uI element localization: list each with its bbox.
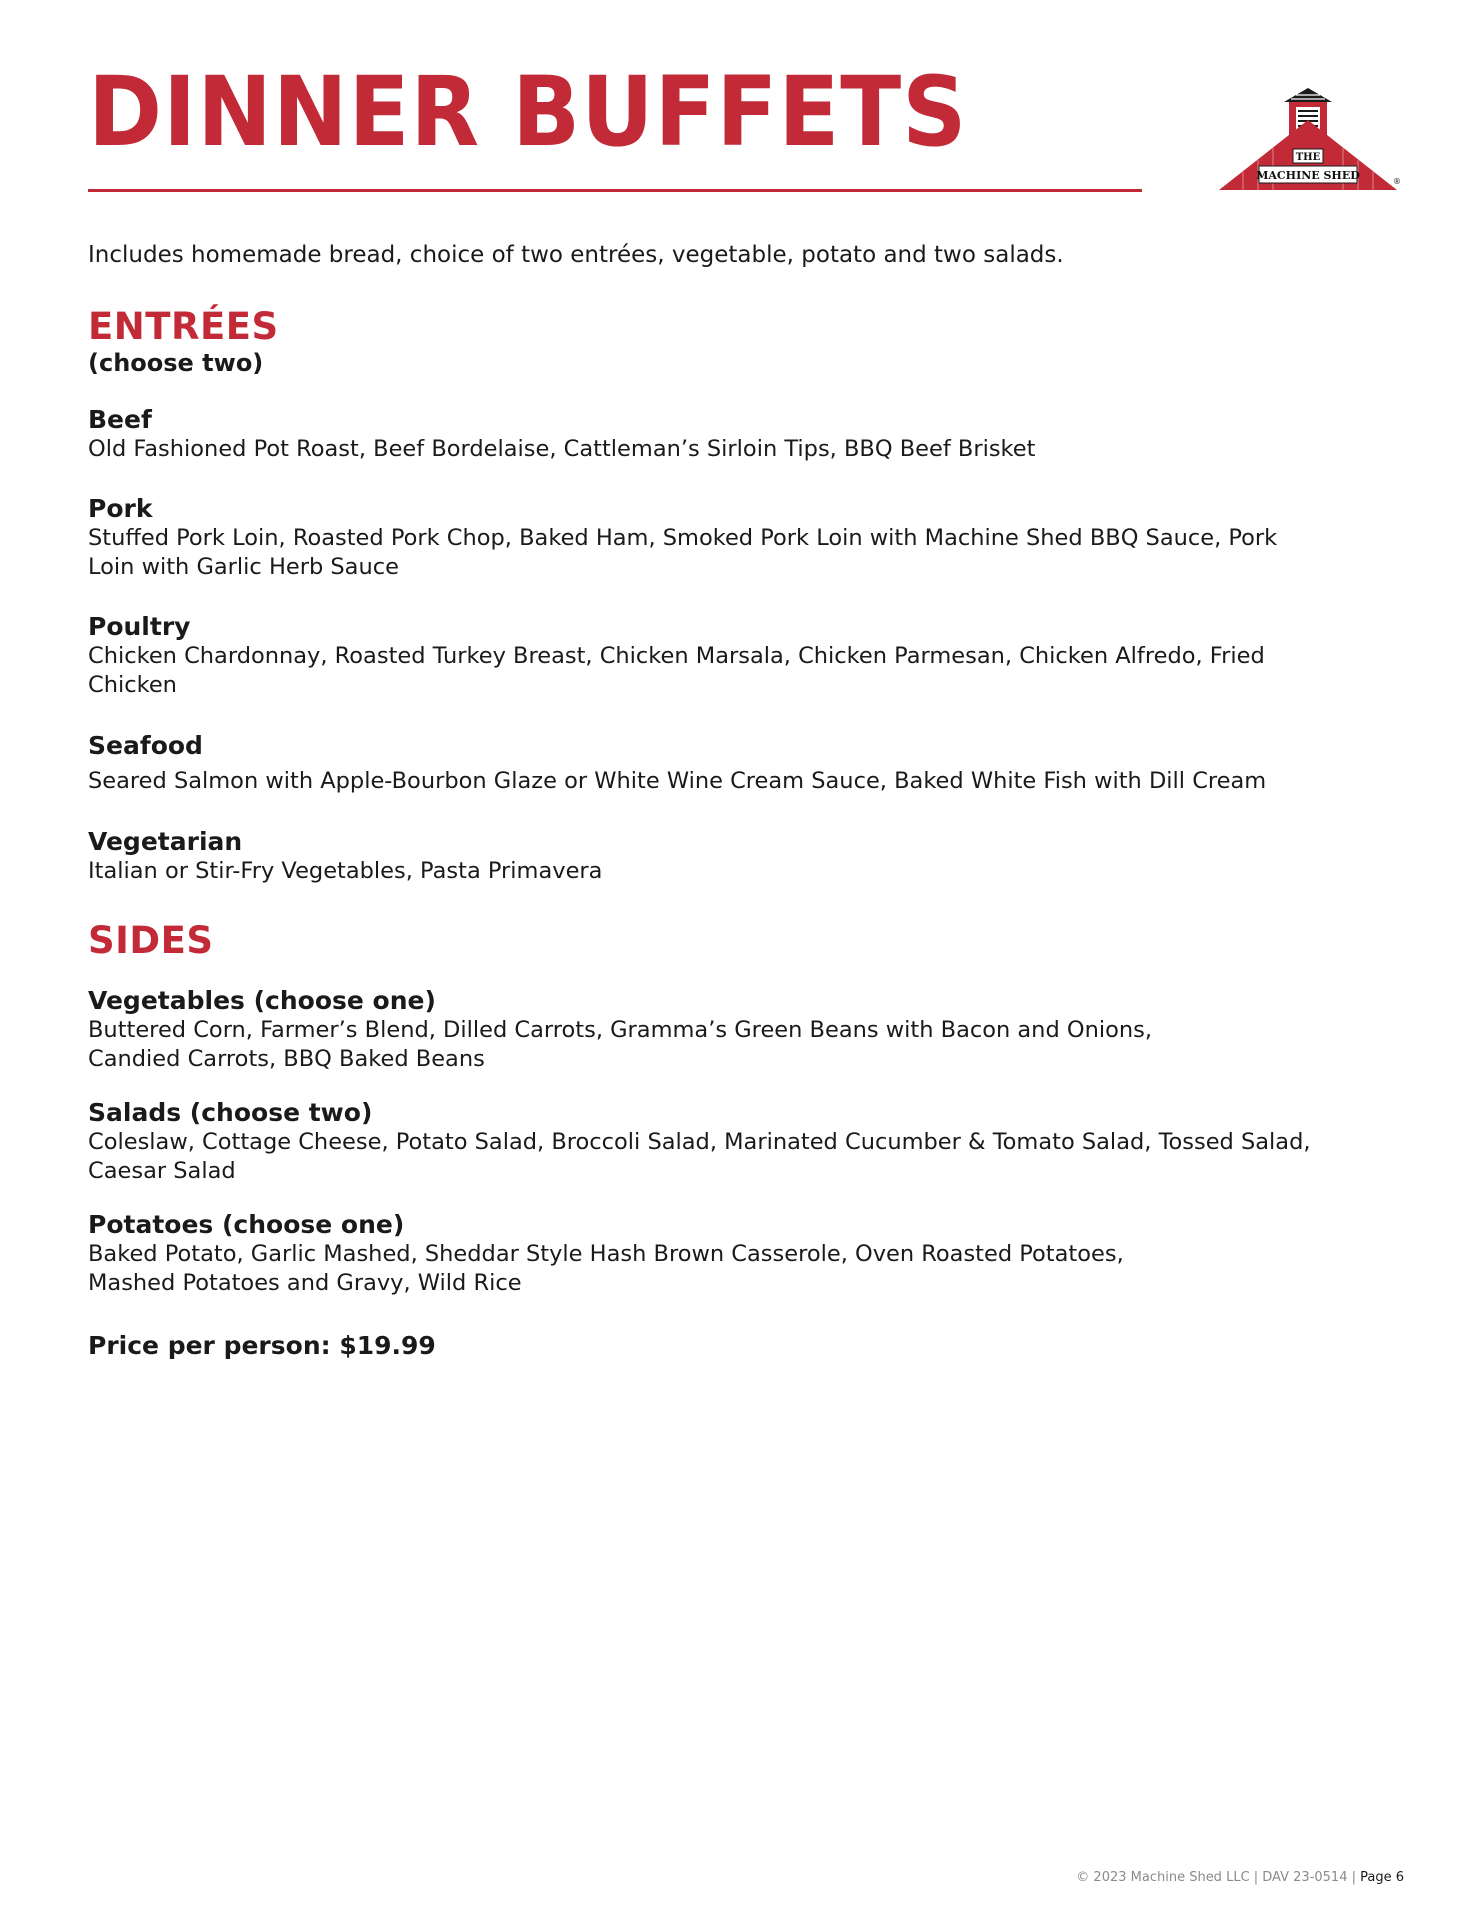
registered-mark: ® — [1393, 177, 1401, 186]
category-items: Old Fashioned Pot Roast, Beef Bordelaise, Cattleman’s Sirloin Tips, BBQ Beef Brisket — [88, 436, 1036, 462]
logo-text-name: MACHINE SHED — [1256, 169, 1360, 182]
category-items: Chicken Chardonnay, Roasted Turkey Breast, Chicken Marsala, Chicken Parmesan, Chicken Alfredo, Fried Chicken — [88, 643, 1265, 698]
intro-text: Includes homemade bread, choice of two entrées, vegetable, potato and two salads. — [88, 242, 1064, 268]
category-title: Salads (choose two) — [88, 1098, 373, 1127]
category-title: Beef — [88, 405, 152, 434]
side-category-salads — [88, 1098, 1408, 1186]
category-items: Seared Salmon with Apple-Bourbon Glaze or White Wine Cream Sauce, Baked White Fish with Dill Cream — [88, 768, 1267, 794]
sides-heading: SIDES — [88, 919, 214, 962]
side-category-vegetables — [88, 986, 1408, 1074]
category-items: Baked Potato, Garlic Mashed, Sheddar Style Hash Brown Casserole, Oven Roasted Potatoes, Mashed Potatoes and Gravy, Wild Rice — [88, 1241, 1124, 1296]
page-number: Page 6 — [1360, 1870, 1404, 1885]
side-category-potatoes — [88, 1210, 1408, 1298]
price-per-person: Price per person: $19.99 — [88, 1331, 436, 1360]
footer-copyright: © 2023 Machine Shed LLC | DAV 23-0514 | — [1076, 1870, 1356, 1885]
category-title: Poultry — [88, 612, 191, 641]
category-items: Italian or Stir-Fry Vegetables, Pasta Primavera — [88, 858, 603, 884]
entrees-subheading: (choose two) — [88, 349, 264, 377]
entree-category-seafood — [88, 731, 1408, 796]
category-title: Seafood — [88, 731, 203, 760]
menu-content — [88, 240, 1408, 1361]
category-title: Potatoes (choose one) — [88, 1210, 405, 1239]
title-divider — [88, 189, 1142, 192]
category-items: Stuffed Pork Loin, Roasted Pork Chop, Baked Ham, Smoked Pork Loin with Machine Shed BBQ Sauce, Pork Loin with Garlic Herb Sauce — [88, 525, 1278, 580]
entree-category-vegetarian — [88, 827, 1408, 886]
entrees-heading: ENTRÉES — [88, 305, 279, 348]
page-title: DINNER BUFFETS — [88, 56, 968, 168]
category-title: Vegetarian — [88, 827, 243, 856]
page-footer — [1076, 1870, 1404, 1886]
category-title: Pork — [88, 494, 153, 523]
entree-category-beef — [88, 405, 1408, 464]
entree-category-poultry — [88, 612, 1408, 700]
machine-shed-logo — [1213, 86, 1403, 198]
category-items: Coleslaw, Cottage Cheese, Potato Salad, Broccoli Salad, Marinated Cucumber & Tomato Salad, Tossed Salad, Caesar Salad — [88, 1129, 1311, 1184]
entree-category-pork — [88, 494, 1408, 582]
barn-logo-icon — [1213, 86, 1403, 198]
category-items: Buttered Corn, Farmer’s Blend, Dilled Carrots, Gramma’s Green Beans with Bacon and Onions, Candied Carrots, BBQ Baked Beans — [88, 1017, 1153, 1072]
category-title: Vegetables (choose one) — [88, 986, 436, 1015]
logo-text-the: THE — [1295, 152, 1321, 163]
